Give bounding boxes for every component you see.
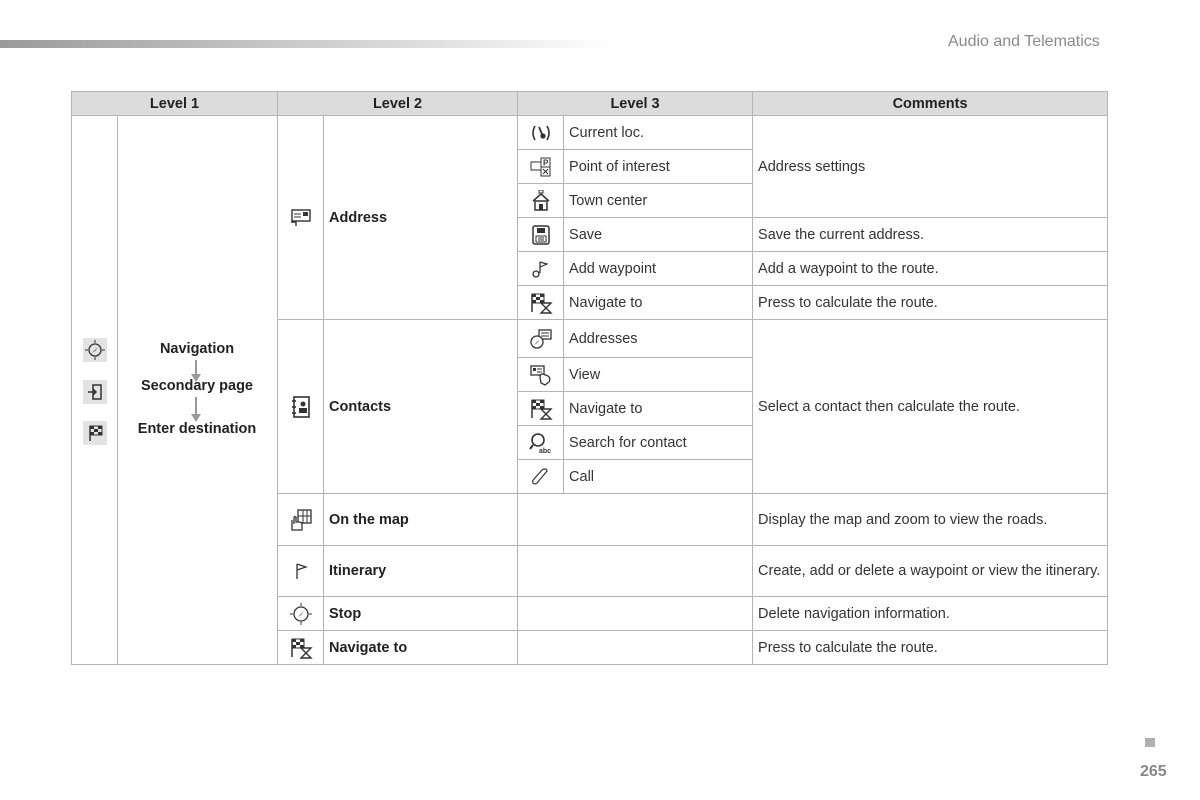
svg-text:P: P	[542, 158, 548, 167]
comment-navigate-to: Press to calculate the route.	[753, 286, 1108, 320]
comment-stop: Delete navigation information.	[753, 597, 1108, 631]
comment-itinerary: Create, add or delete a waypoint or view the itinerary.	[753, 546, 1108, 597]
stop-navigation-icon	[278, 597, 324, 631]
level3-call: Call	[564, 460, 753, 494]
page-number: 265	[1140, 763, 1167, 780]
header-gradient-bar	[0, 40, 610, 48]
checkered-flag-hourglass-icon	[278, 631, 324, 665]
point-of-interest-icon	[518, 150, 564, 184]
level3-empty	[518, 597, 753, 631]
level1-secondary-label: Secondary page	[140, 378, 253, 394]
level2-itinerary: Itinerary	[324, 546, 518, 597]
header-level-1: Level 1	[72, 92, 278, 116]
navigation-compass-icon	[83, 338, 107, 362]
checkered-flag-hourglass-icon	[518, 286, 564, 320]
level3-view: View	[564, 358, 753, 392]
table-header-row	[72, 92, 1108, 116]
map-hand-icon	[278, 494, 324, 546]
level3-search-for-contact: Search for contact	[564, 426, 753, 460]
comment-select-contact: Select a contact then calculate the route.	[753, 320, 1108, 494]
comment-on-the-map: Display the map and zoom to view the roads.	[753, 494, 1108, 546]
level3-empty	[518, 631, 753, 665]
phone-icon	[518, 460, 564, 494]
town-center-icon	[518, 184, 564, 218]
level3-empty	[518, 494, 753, 546]
svg-text:abc: abc	[538, 447, 551, 455]
header-level-3: Level 3	[518, 92, 753, 116]
level3-current-loc: Current loc.	[564, 116, 753, 150]
level3-add-waypoint: Add waypoint	[564, 252, 753, 286]
comment-add-waypoint: Add a waypoint to the route.	[753, 252, 1108, 286]
checkered-flag-hourglass-icon	[518, 392, 564, 426]
add-waypoint-icon	[518, 252, 564, 286]
level3-point-of-interest: Point of interest	[564, 150, 753, 184]
comment-navigate-to: Press to calculate the route.	[753, 631, 1108, 665]
level1-icons-cell	[72, 116, 118, 665]
level2-stop: Stop	[324, 597, 518, 631]
contact-addresses-icon	[518, 320, 564, 358]
level2-contacts-label: Contacts	[324, 320, 518, 494]
current-location-icon	[518, 116, 564, 150]
view-contact-icon	[518, 358, 564, 392]
level2-navigate-to: Navigate to	[324, 631, 518, 665]
level3-save: Save	[564, 218, 753, 252]
search-contact-icon	[518, 426, 564, 460]
header-comments: Comments	[753, 92, 1108, 116]
level1-labels-cell	[118, 116, 278, 665]
section-title: Audio and Telematics	[948, 33, 1100, 50]
level2-on-the-map: On the map	[324, 494, 518, 546]
contacts-book-icon	[278, 320, 324, 494]
level3-town-center: Town center	[564, 184, 753, 218]
level1-enter-destination-label: Enter destination	[137, 421, 257, 437]
comment-save: Save the current address.	[753, 218, 1108, 252]
address-card-icon	[278, 116, 324, 320]
level3-empty	[518, 546, 753, 597]
comment-address-settings: Address settings	[753, 116, 1108, 218]
flag-icon	[278, 546, 324, 597]
level3-addresses: Addresses	[564, 320, 753, 358]
level1-navigation-label: Navigation	[159, 341, 235, 357]
enter-destination-flag-icon	[83, 421, 107, 445]
secondary-page-icon	[83, 380, 107, 404]
level3-navigate-to: Navigate to	[564, 392, 753, 426]
navigation-menu-table	[71, 91, 1108, 665]
level3-navigate-to: Navigate to	[564, 286, 753, 320]
header-level-2: Level 2	[278, 92, 518, 116]
table-row	[72, 116, 1108, 150]
save-icon	[518, 218, 564, 252]
level2-address-label: Address	[324, 116, 518, 320]
page-marker	[1145, 738, 1155, 747]
